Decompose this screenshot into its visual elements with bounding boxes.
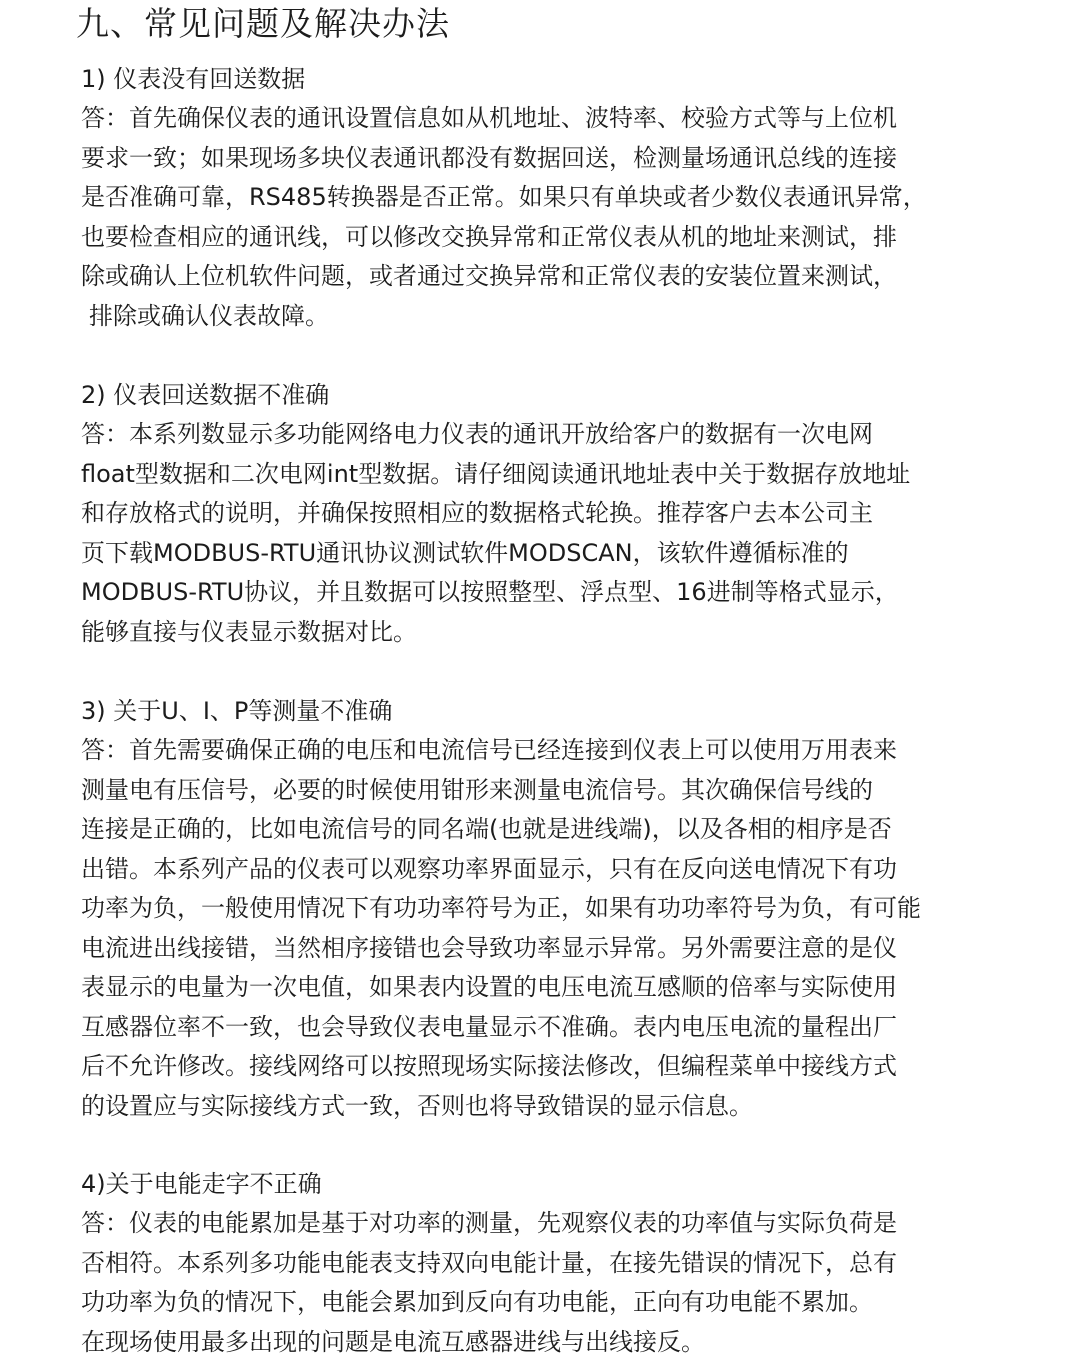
- answer-line: 电流进出线接错，当然相序接错也会导致功率显示异常。另外需要注意的是仪: [81, 933, 897, 962]
- faq-item-1: [81, 60, 1021, 336]
- faq-answer: [81, 731, 1021, 1126]
- faq-answer: [81, 1204, 1021, 1362]
- faq-answer: [81, 415, 1021, 652]
- answer-line: 表显示的电量为一次电值，如果表内设置的电压电流互感顺的倍率与实际使用: [81, 973, 897, 1001]
- answer-line: 页下载MODBUS-RTU通讯协议测试软件MODSCAN，该软件遵循标准的: [81, 538, 849, 567]
- answer-line: 后不允许修改。接线网络可以按照现场实际接法修改，但编程菜单中接线方式: [81, 1052, 897, 1080]
- answer-line: 答：仪表的电能累加是基于对功率的测量，先观察仪表的功率值与实际负荷是: [81, 1209, 897, 1237]
- answer-line: 和存放格式的说明，并确保按照相应的数据格式轮换。推荐客户去本公司主: [81, 499, 873, 527]
- faq-question: 4)关于电能走字不正确: [81, 1170, 322, 1198]
- faq-question: 2) 仪表回送数据不准确: [81, 381, 330, 409]
- answer-line: 是否准确可靠，RS485转换器是否正常。如果只有单块或者少数仪表通讯异常，: [81, 183, 927, 211]
- faq-item-3: [81, 692, 1021, 1126]
- answer-line: MODBUS-RTU协议，并且数据可以按照整型、浮点型、16进制等格式显示，: [81, 578, 899, 606]
- answer-line: 要求一致；如果现场多块仪表通讯都没有数据回送，检测量场通讯总线的连接: [81, 143, 897, 172]
- answer-line: 功率为负，一般使用情况下有功功率符号为正，如果有功功率符号为负，有可能: [81, 894, 921, 922]
- faq-item-2: [81, 376, 1021, 652]
- faq-question: 1) 仪表没有回送数据: [81, 65, 306, 93]
- faq-answer: [81, 99, 1021, 336]
- answer-line: 否相符。本系列多功能电能表支持双向电能计量，在接先错误的情况下，总有: [81, 1248, 897, 1277]
- answer-line: 能够直接与仪表显示数据对比。: [81, 617, 417, 646]
- answer-line: 除或确认上位机软件问题，或者通过交换异常和正常仪表的安装位置来测试，: [81, 262, 897, 290]
- answer-line: 答：首先确保仪表的通讯设置信息如从机地址、波特率、校验方式等与上位机: [81, 104, 897, 132]
- answer-line: 功功率为负的情况下，电能会累加到反向有功电能，正向有功电能不累加。: [81, 1288, 873, 1316]
- answer-line: 测量电有压信号，必要的时候使用钳形来测量电流信号。其次确保信号线的: [81, 775, 873, 804]
- answer-line: 排除或确认仪表故障。: [89, 301, 329, 330]
- answer-line: 互感器位率不一致，也会导致仪表电量显示不准确。表内电压电流的量程出厂: [81, 1012, 897, 1041]
- answer-line: 连接是正确的，比如电流信号的同名端(也就是进线端)，以及各相的相序是否: [81, 815, 892, 843]
- answer-line: 出错。本系列产品的仪表可以观察功率界面显示，只有在反向送电情况下有功: [81, 854, 897, 883]
- faq-question: 3) 关于U、I、P等测量不准确: [81, 697, 393, 725]
- answer-line: float型数据和二次电网int型数据。请仔细阅读通讯地址表中关于数据存放地址: [81, 459, 911, 488]
- answer-line: 答：本系列数显示多功能网络电力仪表的通讯开放给客户的数据有一次电网: [81, 420, 873, 448]
- answer-line: 的设置应与实际接线方式一致，否则也将导致错误的显示信息。: [81, 1091, 753, 1120]
- answer-line: 在现场使用最多出现的问题是电流互感器进线与出线接反。: [81, 1327, 705, 1356]
- section-title: 九、常见问题及解决办法: [76, 4, 450, 43]
- answer-line: 答：首先需要确保正确的电压和电流信号已经连接到仪表上可以使用万用表来: [81, 736, 897, 764]
- faq-item-4: [81, 1165, 1021, 1362]
- answer-line: 也要检查相应的通讯线，可以修改交换异常和正常仪表从机的地址来测试，排: [81, 222, 897, 251]
